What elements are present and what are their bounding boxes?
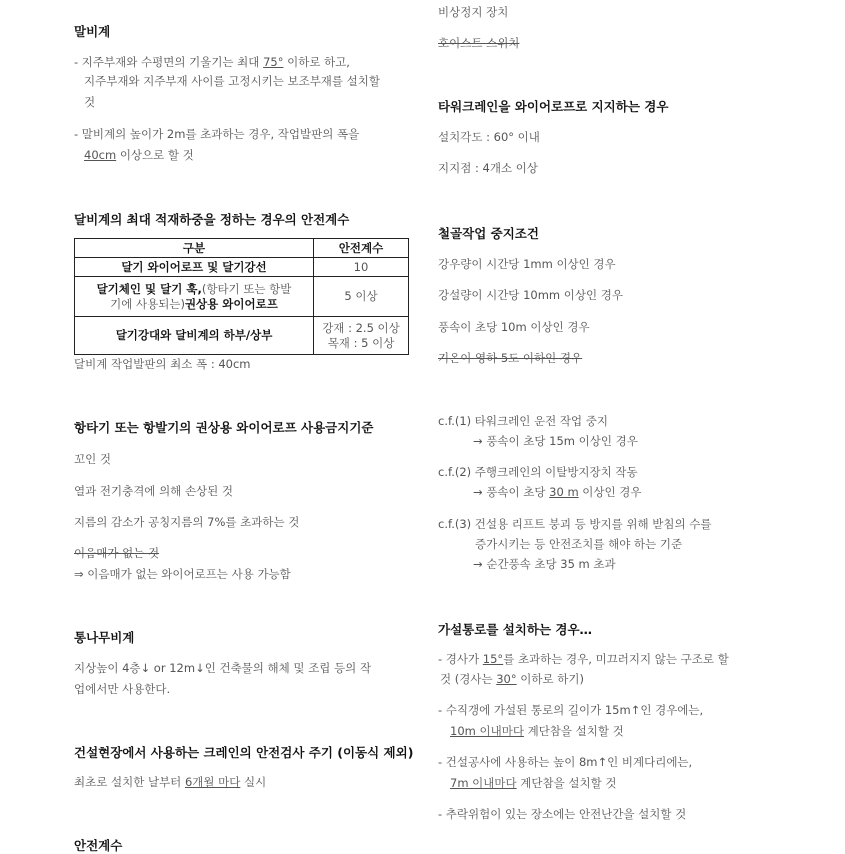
text-line: - 건설공사에 사용하는 높이 8m↑인 비계다리에는,	[438, 755, 693, 769]
list-item: 열과 전기충격에 의해 손상된 것	[74, 484, 234, 498]
list-item: 지름의 감소가 공칭지름의 7%를 초과하는 것	[74, 515, 300, 529]
list-item-struck: 기온이 영하 5도 이하인 경우	[438, 351, 583, 365]
section-title-crane-inspection: 건설현장에서 사용하는 크레인의 안전검사 주기 (이동식 제외)	[74, 745, 414, 760]
text-line: - 말비계의 높이가 2m를 초과하는 경우, 작업발판의 폭을	[74, 127, 360, 141]
table-cell: 강재 : 2.5 이상 목재 : 5 이상	[314, 317, 409, 355]
list-item-struck: 이음매가 없는 것	[74, 546, 160, 560]
table-cell: 달기 와이어로프 및 달기강선	[75, 258, 314, 277]
table-cell: 달기체인 및 달기 훅,(항타기 또는 항발 기에 사용되는)권상용 와이어로프	[75, 277, 314, 317]
text-line: - 수직갱에 가설된 통로의 길이가 15m↑인 경우에는,	[438, 703, 704, 717]
list-item: 꼬인 것	[74, 452, 111, 466]
table-header: 구분	[75, 239, 314, 258]
list-item: 강우량이 시간당 1mm 이상인 경우	[438, 257, 616, 271]
cf-line: → 순간풍속 초당 35 m 초과	[473, 557, 616, 571]
list-item: 강설량이 시간당 10mm 이상인 경우	[438, 288, 623, 302]
text-line: 비상정지 장치	[438, 5, 509, 19]
text-line: - 추락위험이 있는 장소에는 안전난간을 설치할 것	[438, 807, 687, 821]
list-item: 풍속이 초당 10m 이상인 경우	[438, 320, 590, 334]
text-line-struck: 호이스트 스위치	[438, 36, 520, 50]
text-line: - 지주부재와 수평면의 기울기는 최대 75° 이하로 하고,	[74, 55, 350, 69]
text-line: 업에서만 사용한다.	[74, 682, 171, 696]
list-item: 지지점 : 4개소 이상	[438, 161, 538, 175]
text-line: 지주부재와 지주부재 사이를 고정시키는 보조부재를 설치할	[84, 74, 380, 88]
section-title-temporary-passage: 가설통로를 설치하는 경우…	[438, 622, 593, 637]
section-title-safety-factor: 안전계수	[74, 838, 123, 853]
cf-line: c.f.(3) 건설용 리프트 붕괴 등 방지를 위해 받침의 수를	[438, 517, 712, 531]
section-title-dalbigye-safety: 달비계의 최대 적재하중을 정하는 경우의 안전계수	[74, 212, 350, 227]
list-item: 설치각도 : 60° 이내	[438, 130, 540, 144]
cf-line: c.f.(2) 주행크레인의 이탈방지장치 작동	[438, 465, 638, 479]
text-line: 최초로 설치한 날부터 6개월 마다 실시	[74, 775, 267, 789]
text-line: 40cm 이상으로 할 것	[84, 148, 194, 162]
table-cell: 달기강대와 달비계의 하부/상부	[75, 317, 314, 355]
list-item: ⇒ 이음매가 없는 와이어로프는 사용 가능함	[74, 567, 291, 581]
cf-line: 증가시키는 등 안전조치를 해야 하는 기준	[475, 537, 683, 551]
cf-line: → 풍속이 초당 15m 이상인 경우	[473, 434, 638, 448]
text-line: - 경사가 15°를 초과하는 경우, 미끄러지지 않는 구조로 할	[438, 652, 729, 666]
text-line: 것 (경사는 30° 이하로 하기)	[440, 672, 584, 686]
safety-factor-table	[74, 238, 409, 355]
table-cell: 5 이상	[314, 277, 409, 317]
text-line: 것	[84, 95, 96, 109]
table-header: 안전계수	[314, 239, 409, 258]
section-title-log-scaffold: 통나무비계	[74, 630, 135, 645]
section-title-tower-crane-wire: 타워크레인을 와이어로프로 지지하는 경우	[438, 99, 669, 114]
section-title-malbigye: 말비계	[74, 24, 111, 39]
note-text: 달비계 작업발판의 최소 폭 : 40cm	[74, 357, 251, 371]
text-line: 7m 이내마다 계단참을 설치할 것	[450, 776, 617, 790]
text-line: 지상높이 4층↓ or 12m↓인 건축물의 해체 및 조립 등의 작	[74, 661, 372, 675]
cf-line: → 풍속이 초당 30 m 이상인 경우	[473, 485, 642, 499]
section-title-steel-work-stop: 철골작업 중지조건	[438, 226, 539, 241]
table-cell: 10	[314, 258, 409, 277]
text-line: 10m 이내마다 계단참을 설치할 것	[450, 724, 624, 738]
cf-line: c.f.(1) 타워크레인 운전 작업 중지	[438, 414, 608, 428]
section-title-wire-rope: 항타기 또는 항발기의 권상용 와이어로프 사용금지기준	[74, 420, 374, 435]
